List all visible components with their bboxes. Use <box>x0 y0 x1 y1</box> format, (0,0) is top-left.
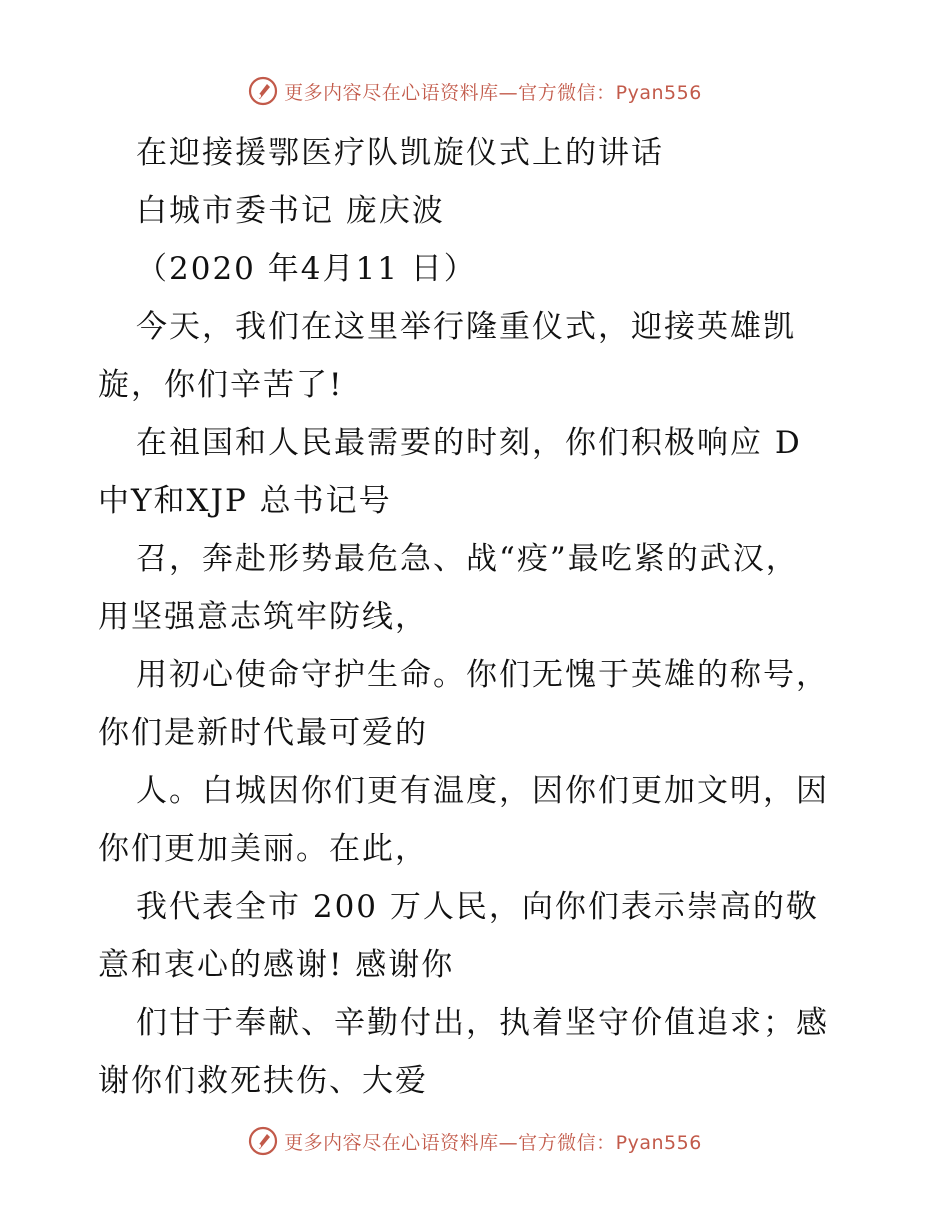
document-date: （2020 年4月11 日） <box>136 251 477 287</box>
paragraph-line: 在祖国和人民最需要的时刻，你们积极响应 D <box>136 425 802 461</box>
paragraph-line: 用初心使命守护生命。你们无愧于英雄的称号， <box>136 657 829 693</box>
pen-nib-logo-icon <box>248 76 278 106</box>
paragraph-line: 召，奔赴形势最危急、战“疫”最吃紧的武汉， <box>136 541 799 577</box>
pen-nib-logo-icon <box>248 1126 278 1156</box>
footer-watermark-text: 更多内容尽在心语资料库—官方微信：Pyan556 <box>284 1131 702 1154</box>
paragraph-line: 意和衷心的感谢! 感谢你 <box>98 947 455 983</box>
paragraph-line: 旋，你们辛苦了! <box>98 367 344 403</box>
document-title: 在迎接援鄂医疗队凯旋仪式上的讲话 <box>136 135 664 171</box>
paragraph-line: 中Y和XJP 总书记号 <box>98 483 392 519</box>
paragraph-line: 人。白城因你们更有温度，因你们更加文明，因 <box>136 773 829 809</box>
paragraph-line: 你们是新时代最可爱的 <box>98 715 428 751</box>
paragraph-line: 你们更加美丽。在此， <box>98 831 428 867</box>
paragraph-line: 用坚强意志筑牢防线， <box>98 599 428 635</box>
header-watermark-banner <box>0 74 950 108</box>
header-watermark-text: 更多内容尽在心语资料库—官方微信：Pyan556 <box>284 81 702 104</box>
footer-watermark-banner <box>0 1124 950 1158</box>
document-author: 白城市委书记 庞庆波 <box>136 193 445 229</box>
paragraph-line: 们甘于奉献、辛勤付出，执着坚守价值追求；感 <box>136 1005 829 1041</box>
document-body <box>98 124 868 1110</box>
paragraph-line: 谢你们救死扶伤、大爱 <box>98 1063 428 1099</box>
paragraph-line: 今天，我们在这里举行隆重仪式，迎接英雄凯 <box>136 309 796 345</box>
paragraph-line: 我代表全市 200 万人民，向你们表示崇高的敬 <box>136 889 819 925</box>
